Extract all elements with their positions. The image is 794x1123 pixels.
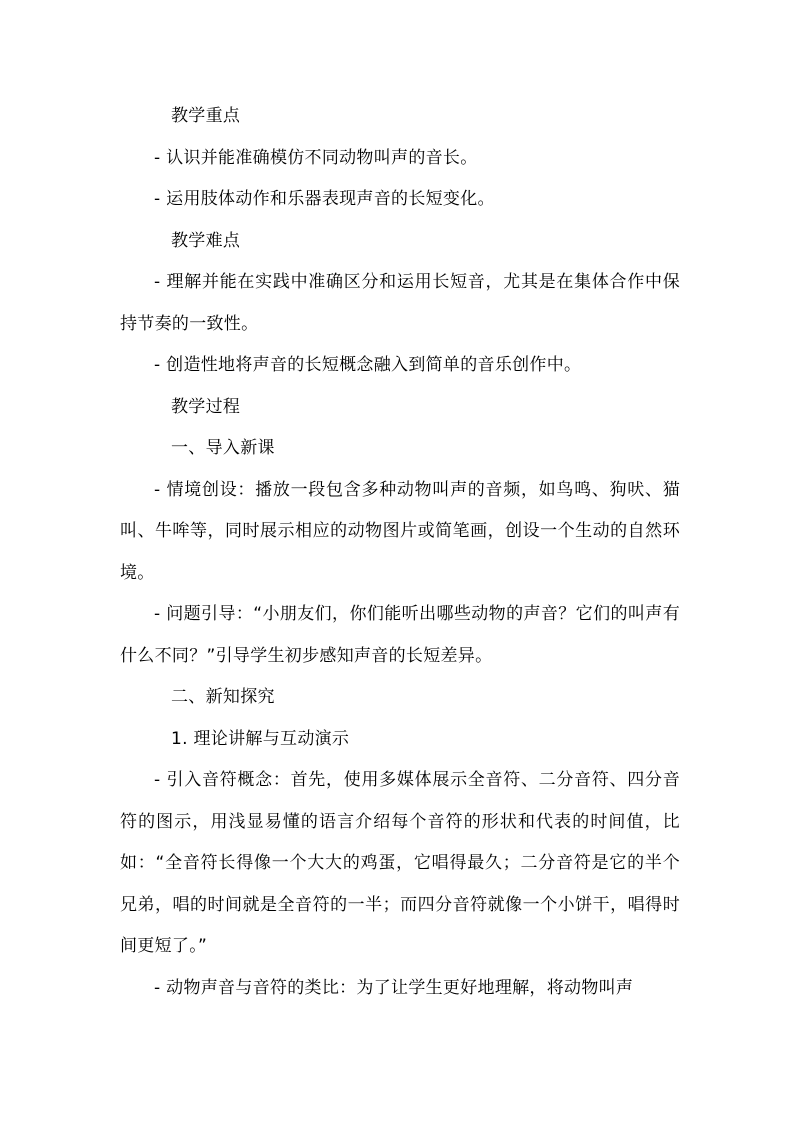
subheading-exploration: 二、新知探究 [171, 687, 275, 707]
paragraph-difficulty-1: - 理解并能在实践中准确区分和运用长短音，尤其是在集体合作中保持节奏的一致性。 [120, 272, 680, 334]
paragraph-animal-analogy: - 动物声音与音符的类比：为了让学生更好地理解，将动物叫声 [154, 977, 634, 998]
subheading-introduction: 一、导入新课 [171, 438, 275, 458]
section-heading-difficulties: 教学难点 [171, 230, 241, 251]
paragraph-note-concept: - 引入音符概念：首先，使用多媒体展示全音符、二分音符、四分音符的图示，用浅显易懂的语言介绍每个音符的形状和代表的时间值，比如：“全音符长得像一个大大的鸡蛋，它唱得最久；二分音符是它的半个兄弟，唱的时间就是全音符的一半；而四分音符就像一个小饼干，唱得时间更短了。” [120, 770, 680, 956]
numbered-heading-theory: 1. 理论讲解与互动演示 [171, 728, 350, 749]
section-heading-process: 教学过程 [171, 396, 241, 417]
paragraph-key-point-1: - 认识并能准确模仿不同动物叫声的音长。 [154, 147, 478, 168]
document-body [120, 96, 680, 1009]
section-heading-key-points: 教学重点 [171, 106, 241, 126]
paragraph-key-point-2: - 运用肢体动作和乐器表现声音的长短变化。 [154, 189, 495, 209]
paragraph-difficulty-2: - 创造性地将声音的长短概念融入到简单的音乐创作中。 [154, 355, 582, 375]
paragraph-question: - 问题引导：“小朋友们，你们能听出哪些动物的声音？它们的叫声有什么不同？”引导学生初步感知声音的长短差异。 [120, 604, 680, 666]
paragraph-scenario: - 情境创设：播放一段包含多种动物叫声的音频，如鸟鸣、狗吠、猫叫、牛哞等，同时展示相应的动物图片或简笔画，创设一个生动的自然环境。 [120, 479, 680, 583]
